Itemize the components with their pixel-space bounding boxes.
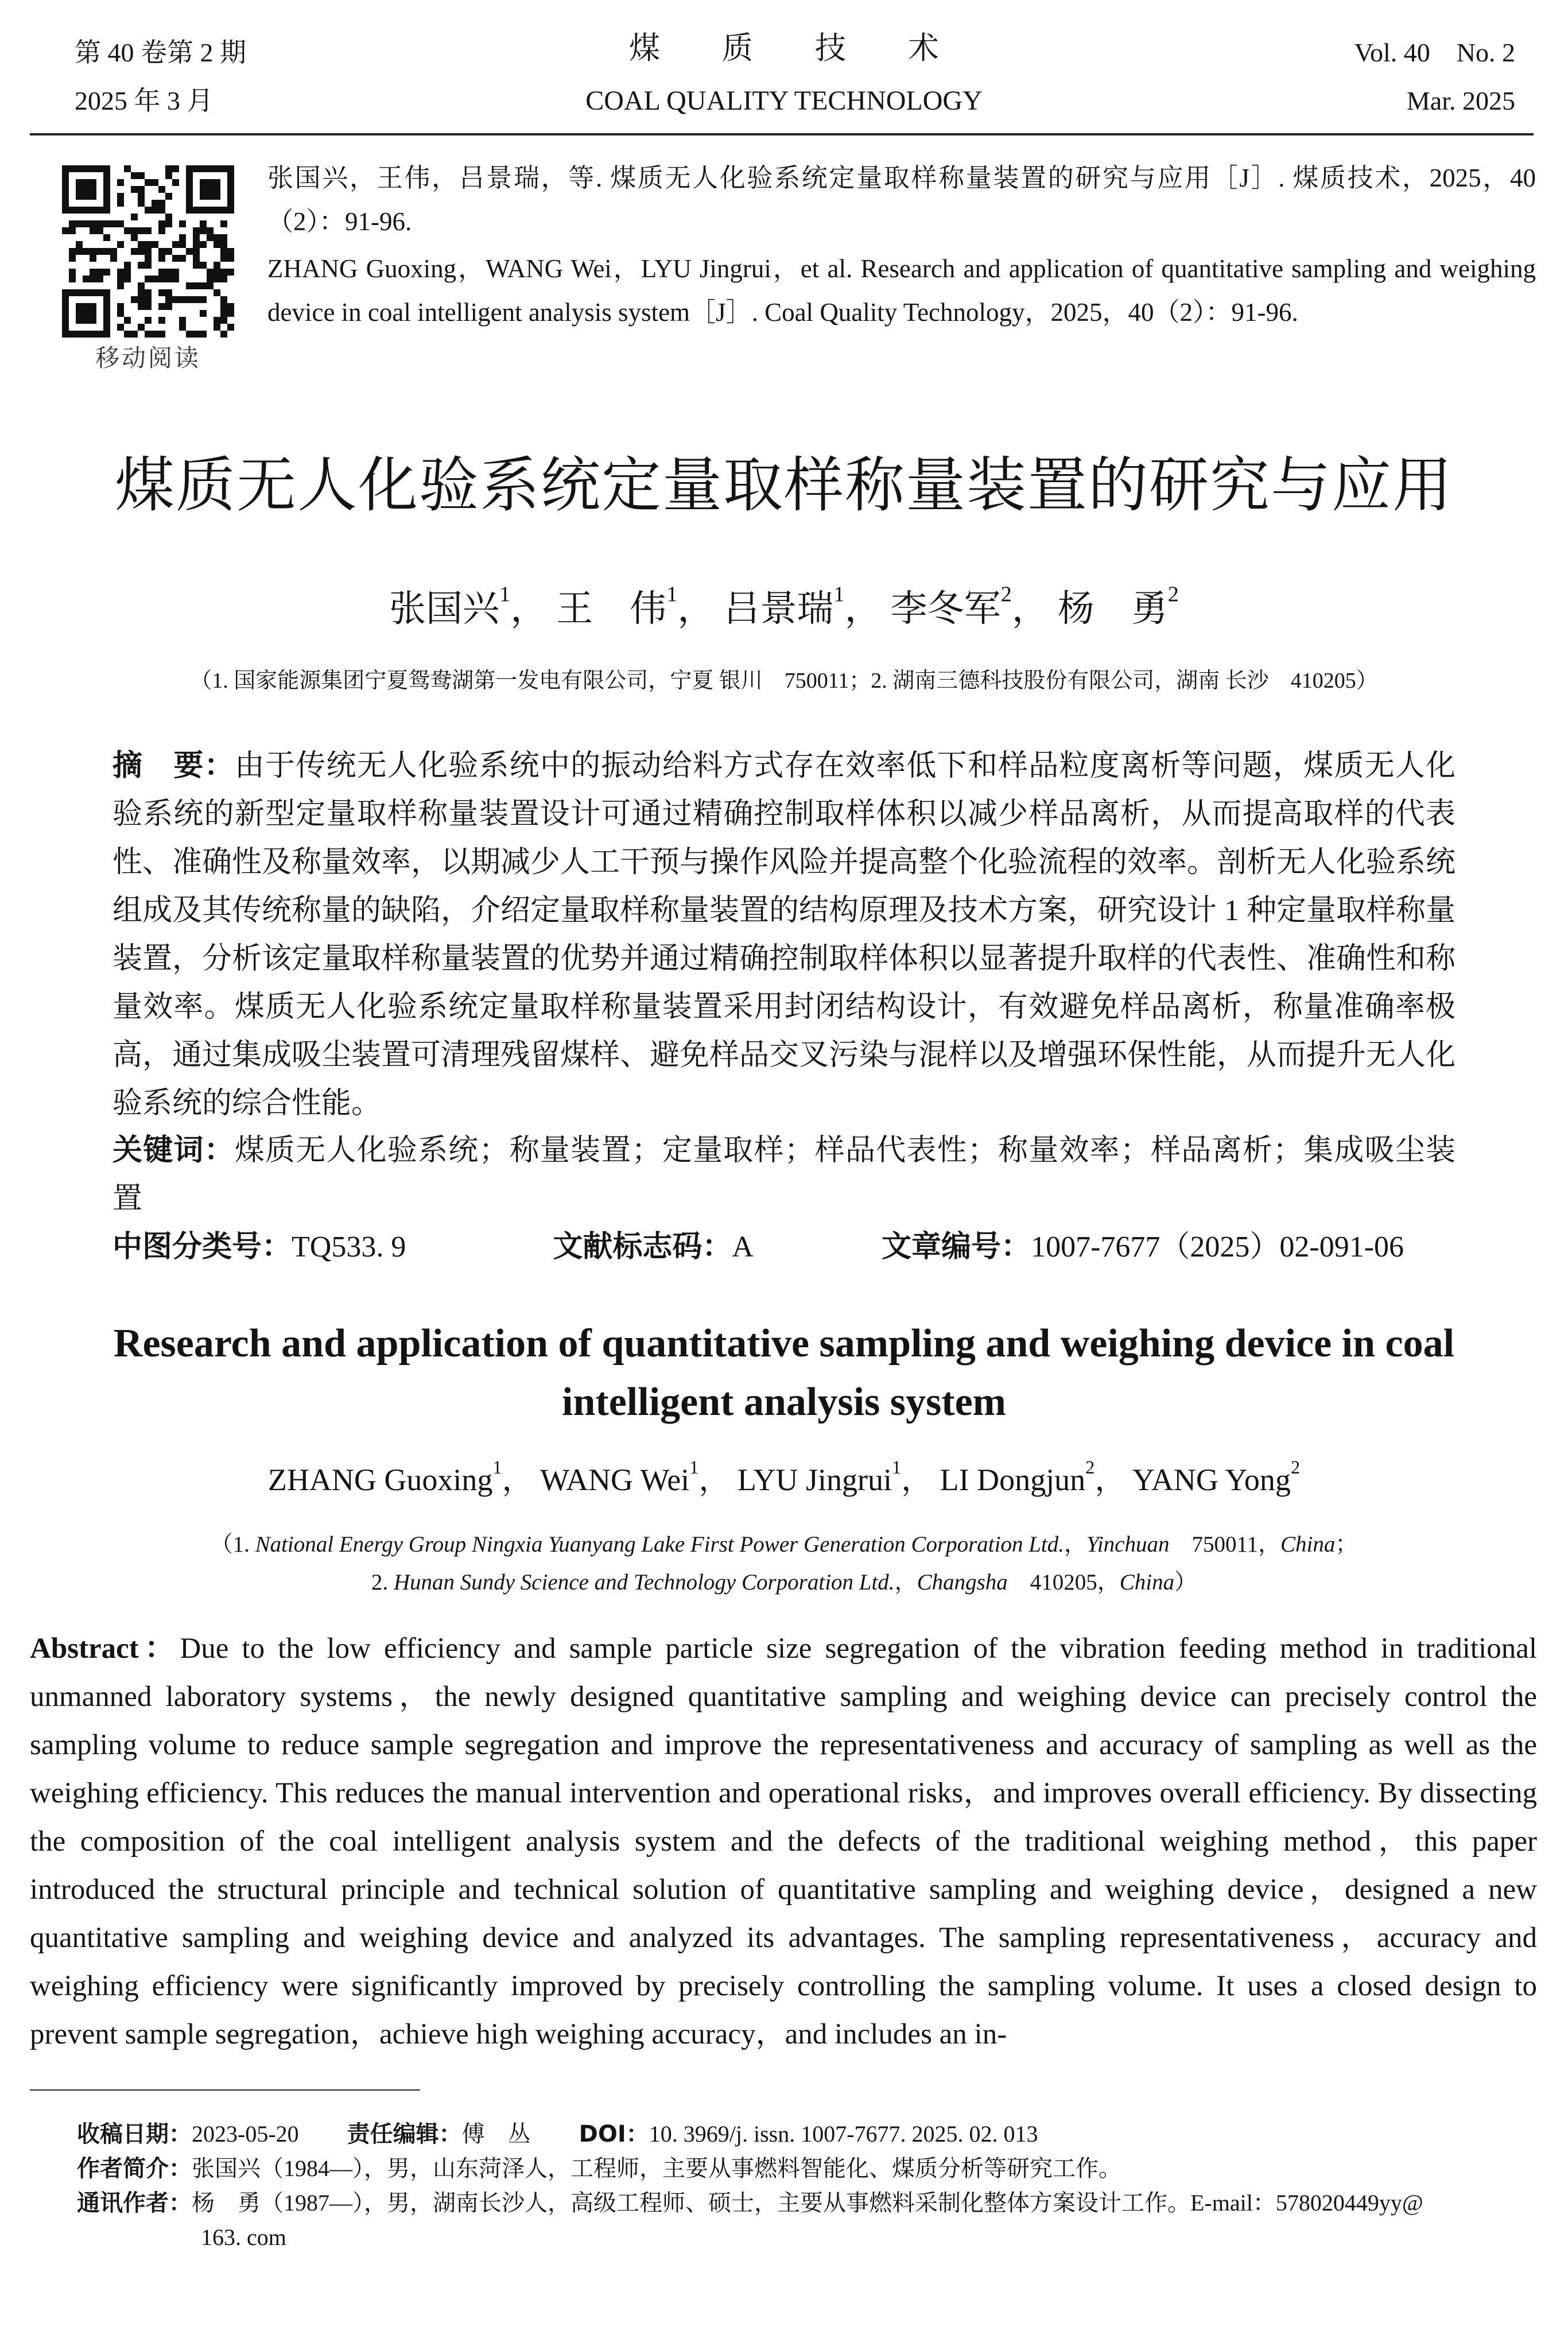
qr-code[interactable] xyxy=(62,165,234,338)
footnote-author-bio: 作者简介：张国兴（1984—），男，山东菏泽人，工程师，主要从事燃料智能化、煤质分析等研究工作。 xyxy=(77,2155,1121,2182)
footnote-corresponding-cont: 163. com xyxy=(201,2224,286,2250)
classification-line xyxy=(112,1223,1456,1271)
affiliation-en-line2: 2. Hunan Sundy Science and Technology Corporation Ltd.，Changsha 410205，China） xyxy=(371,1570,1197,1595)
keywords-cn xyxy=(112,1126,1456,1223)
doc-code-value: A xyxy=(732,1231,752,1263)
doc-code-label: 文献标志码： xyxy=(553,1230,732,1264)
article-no-label: 文章编号： xyxy=(882,1230,1031,1264)
author-cn: 张国兴$^1$ xyxy=(389,582,511,629)
journal-name-en: COAL QUALITY TECHNOLOGY xyxy=(585,86,983,116)
header-month: Mar. 2025 xyxy=(1406,86,1515,115)
header-rule xyxy=(30,133,1534,135)
author-cn: 杨 勇$^2$ xyxy=(1057,582,1179,629)
abstract-en-text: Due to the low efficiency and sample particle size segregation of the vibration feeding method in traditional unmanned laboratory systems，the newly designed quantitative sampling and weighing device can precisely control the sampling volume to reduce sample segregation and improve the representativeness and accuracy of sampling as well as the weighing efficiency. This reduces the manual intervention and operational risks，and improves overall efficiency. By dissecting the composition of the coal intelligent analysis system and the defects of the traditional weighing method，this paper introduced the structural principle and technical solution of quantitative sampling and weighing device，designed a new quantitative sampling and weighing device and analyzed its advantages. The sampling representativeness，accuracy and weighing efficiency were significantly improved by precisely controlling the sampling volume. It uses a closed design to prevent sample segregation，achieve high weighing accuracy，and includes an in- xyxy=(30,1632,1538,2050)
affiliation-en-line1: （1. National Energy Group Ningxia Yuanyang Lake First Power Generation Corporation Ltd.，Yinchuan 750011，China； xyxy=(210,1532,1358,1557)
qr-caption: 移动阅读 xyxy=(95,344,201,372)
author-en: LYU Jingrui$^1$ xyxy=(737,1457,902,1497)
abstract-en xyxy=(30,1624,1537,2058)
author-cn: 王 伟$^1$ xyxy=(556,582,678,629)
header-date: 2025 年 3 月 xyxy=(75,86,214,115)
journal-name-cn: 煤 质 技 术 xyxy=(629,31,939,65)
title-cn: 煤质无人化验系统定量取样称量装置的研究与应用 xyxy=(114,450,1453,520)
author-en: YANG Yong$^2$ xyxy=(1132,1457,1301,1497)
citation-cn: 张国兴，王伟，吕景瑞，等. 煤质无人化验系统定量取样称量装置的研究与应用［J］. 煤质技术，2025，40（2）：91-96. xyxy=(267,164,1536,236)
keywords-cn-text: 煤质无人化验系统；称量装置；定量取样；样品代表性；称量效率；样品离析；集成吸尘装置 xyxy=(112,1134,1456,1215)
abstract-cn xyxy=(112,742,1456,1128)
authors-en: ZHANG Guoxing$^1$， WANG Wei$^1$， LYU Jingrui$^1$， LI Dongjun$^2$， YANG Yong$^2$ xyxy=(267,1457,1301,1497)
header-volume-issue: 第 40 卷第 2 期 xyxy=(75,38,246,67)
footnote-rule xyxy=(30,2089,420,2091)
citation-en: ZHANG Guoxing，WANG Wei，LYU Jingrui，et al. Research and application of quantitative sampling and weighing device in coal intelligent analysis system［J］. Coal Quality Technology，2025，40（2）：91-96. xyxy=(267,254,1536,327)
authors-cn: 张国兴$^1$， 王 伟$^1$， 吕景瑞$^1$， 李冬军$^2$， 杨 勇$^2$ xyxy=(389,582,1179,629)
abstract-cn-label: 摘 要： xyxy=(112,749,235,783)
footnote-corresponding: 通讯作者：杨 勇（1987—），男，湖南长沙人，高级工程师、硕士，主要从事燃料采制化整体方案设计工作。E-mail：578020449yy@ xyxy=(77,2190,1423,2216)
author-en: WANG Wei$^1$ xyxy=(540,1457,699,1497)
footnote-received: 收稿日期：2023-05-20 责任编辑：傅 丛 DOI：10. 3969/j. issn. 1007-7677. 2025. 02. 013 xyxy=(77,2121,1038,2147)
author-en: ZHANG Guoxing$^1$ xyxy=(267,1457,502,1497)
abstract-en-label: Abstract： xyxy=(30,1632,180,1665)
title-en: Research and application of quantitative sampling and weighing device in coal intelligent analysis system xyxy=(113,1321,1455,1424)
author-en: LI Dongjun$^2$ xyxy=(940,1457,1095,1497)
article-no-value: 1007-7677（2025）02-091-06 xyxy=(1031,1231,1404,1263)
author-cn: 吕景瑞$^1$ xyxy=(723,582,845,629)
affiliation-cn: （1. 国家能源集团宁夏鸳鸯湖第一发电有限公司，宁夏 银川 750011；2. 湖南三德科技股份有限公司，湖南 长沙 410205） xyxy=(190,669,1378,693)
clc-value: TQ533. 9 xyxy=(292,1231,406,1263)
keywords-cn-label: 关键词： xyxy=(112,1133,235,1168)
header-vol-no: Vol. 40 No. 2 xyxy=(1354,38,1515,67)
author-cn: 李冬军$^2$ xyxy=(890,582,1012,629)
clc-label: 中图分类号： xyxy=(112,1230,292,1264)
abstract-cn-text: 由于传统无人化验系统中的振动给料方式存在效率低下和样品粒度离析等问题，煤质无人化验系统的新型定量取样称量装置设计可通过精确控制取样体积以减少样品离析，从而提高取样的代表性、准确性及称量效率，以期减少人工干预与操作风险并提高整个化验流程的效率。剖析无人化验系统组成及其传统称量的缺陷，介绍定量取样称量装置的结构原理及技术方案，研究设计 1 种定量取样称量装置，分析该定量取样称量装置的优势并通过精确控制取样体积以显著提升取样的代表性、准确性和称量效率。煤质无人化验系统定量取样称量装置采用封闭结构设计，有效避免样品离析，称量准确率极高，通过集成吸尘装置可清理残留煤样、避免样品交叉污染与混样以及增强环保性能，从而提升无人化验系统的综合性能。 xyxy=(112,750,1456,1120)
